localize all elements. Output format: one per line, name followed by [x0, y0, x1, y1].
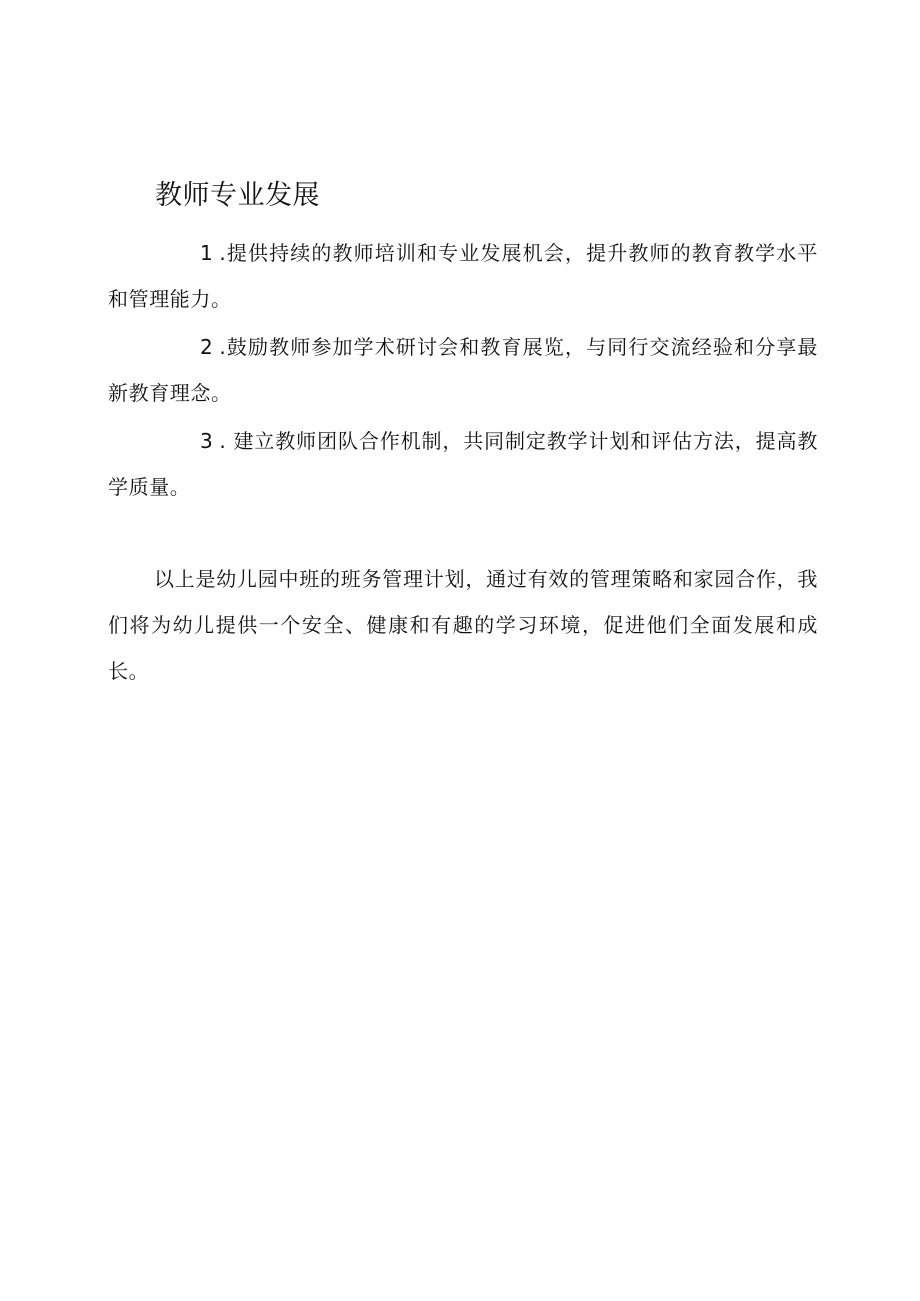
section-title: 教师专业发展 — [155, 180, 320, 211]
item-number: 1 — [200, 241, 214, 265]
summary-paragraph: 以上是幼儿园中班的班务管理计划，通过有效的管理策略和家园合作，我们将为幼儿提供一个安全、健康和有趣的学习环境，促进他们全面发展和成长。 — [108, 567, 818, 683]
list-item — [108, 324, 818, 416]
item-number: 3 — [200, 429, 214, 453]
item-number: 2 — [200, 335, 214, 359]
item-text: . 建立教师团队合作机制，共同制定教学计划和评估方法，提高教学质量。 — [108, 429, 818, 499]
list-item — [108, 418, 818, 510]
item-text: .鼓励教师参加学术研讨会和教育展览，与同行交流经验和分享最新教育理念。 — [108, 335, 818, 405]
list-item — [108, 230, 818, 322]
document-content — [108, 176, 818, 694]
item-text: .提供持续的教师培训和专业发展机会，提升教师的教育教学水平和管理能力。 — [108, 241, 818, 311]
